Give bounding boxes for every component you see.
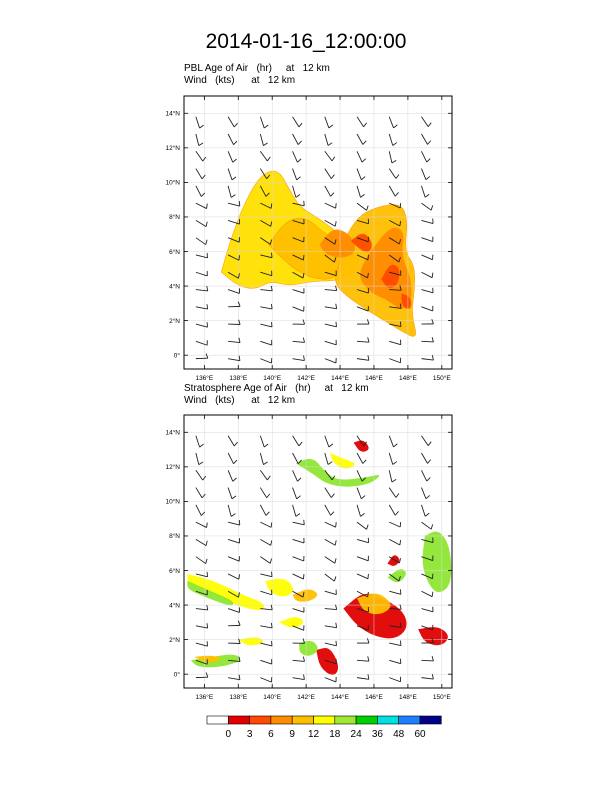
colorbar-label: 24 [350,729,362,740]
barb-flag [239,255,240,260]
colorbar-box [335,716,356,724]
x-tick-label: 140°E [263,694,282,701]
x-tick-label: 150°E [432,375,451,382]
x-tick-label: 148°E [399,375,417,382]
barb-flag [400,322,401,327]
colorbar-box [292,716,313,724]
colorbar [207,716,441,740]
barb-flag [272,253,273,258]
colorbar-label: 3 [246,729,253,740]
x-tick-label: 146°E [365,694,383,701]
x-tick-label: 144°E [331,375,349,382]
y-tick-label: 2°N [169,317,180,325]
x-tick-label: 140°E [263,375,282,382]
panel2-title: Stratosphere Age of Air (hr) at 12 km [184,383,369,394]
panel-2 [165,415,452,701]
barb-flag [400,641,401,646]
panel1-title: PBL Age of Air (hr) at 12 km [184,63,330,74]
panel-1 [165,96,452,382]
colorbar-label: 36 [371,729,383,740]
x-tick-label: 142°E [297,375,316,382]
x-tick-label: 136°E [195,694,214,701]
barb-shaft [421,660,433,661]
colorbar-label: 0 [225,729,232,740]
barb-flag [336,322,337,327]
y-tick-label: 6°N [169,248,180,256]
colorbar-box [356,716,377,724]
y-tick-label: 6°N [169,567,180,575]
y-tick-label: 14°N [165,429,180,437]
y-tick-label: 2°N [169,636,180,644]
colorbar-label: 6 [268,729,274,740]
colorbar-box [377,716,398,724]
barb-flag [239,574,240,579]
colorbar-label: 48 [393,729,405,740]
colorbar-box [420,716,441,724]
barb-flag [303,574,304,579]
x-tick-label: 136°E [195,375,214,382]
plot-area-1 [184,96,452,369]
barb-shaft [421,341,433,342]
colorbar-box [399,716,420,724]
barb-flag [271,203,272,208]
barb-flag [272,572,273,577]
x-tick-label: 142°E [297,694,316,701]
panel2-subtitle: Wind (kts) at 12 km [184,395,296,406]
barb-flag [336,203,337,208]
y-tick-label: 0° [173,671,180,679]
colorbar-box [250,716,271,724]
barb-flag [336,641,337,646]
x-tick-label: 150°E [432,694,451,701]
colorbar-box [314,716,335,724]
y-tick-label: 14°N [165,110,180,118]
x-tick-label: 138°E [229,694,248,701]
barb-flag [304,520,305,525]
x-tick-label: 144°E [331,694,349,701]
y-tick-label: 12°N [165,145,180,153]
y-tick-label: 4°N [169,283,180,291]
colorbar-label: 9 [289,729,295,740]
panel1-subtitle: Wind (kts) at 12 km [184,75,296,86]
colorbar-label: 18 [329,729,341,740]
x-tick-label: 138°E [229,375,248,382]
barb-flag [303,255,304,260]
colorbar-label: 12 [307,729,320,740]
y-tick-label: 8°N [169,533,180,541]
y-tick-label: 8°N [169,214,180,222]
colorbar-box [207,716,228,724]
plot-background [184,415,452,688]
y-tick-label: 10°N [165,498,180,506]
x-tick-label: 148°E [399,694,417,701]
y-tick-label: 12°N [165,464,180,472]
y-tick-label: 0° [173,352,180,360]
page-title: 2014-01-16_12:00:00 [205,30,407,53]
y-tick-label: 4°N [169,602,180,610]
x-tick-label: 146°E [365,375,383,382]
barb-flag [336,522,337,527]
colorbar-box [271,716,292,724]
barb-flag [304,201,305,206]
plot-area-2 [184,415,452,688]
barb-flag [271,522,272,527]
colorbar-label: 60 [414,729,426,740]
colorbar-box [228,716,249,724]
y-tick-label: 10°N [165,179,180,187]
